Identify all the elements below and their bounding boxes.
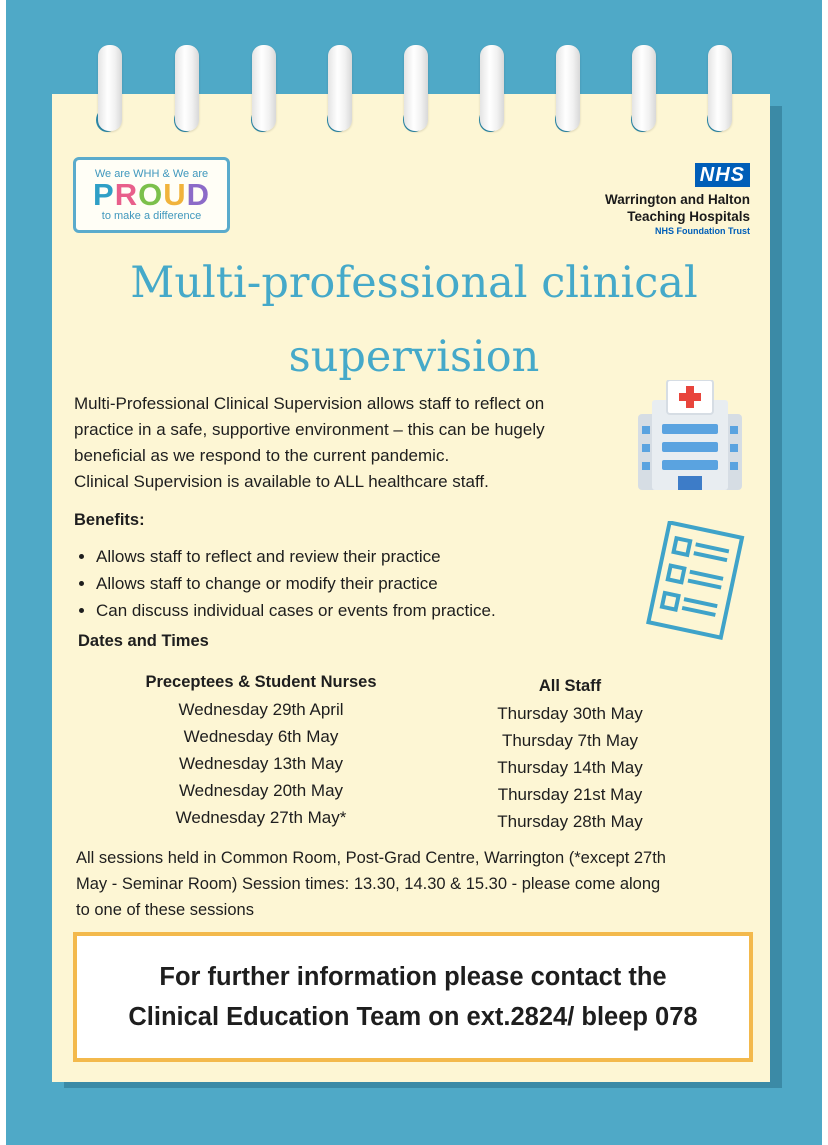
hospital-icon <box>632 380 744 492</box>
intro-line: beneficial as we respond to the current pandemic. <box>74 446 450 465</box>
nhs-trust-logo <box>605 163 750 237</box>
intro-line: practice in a safe, supportive environment – this can be hugely <box>74 420 545 439</box>
sessions-line: May - Seminar Room) Session times: 13.30, 14.30 & 15.30 - please come along <box>76 875 661 893</box>
date-item: Thursday 28th May <box>497 812 643 831</box>
list-item: • Allows staff to change or modify their practice <box>96 570 496 597</box>
list-item: • Can discuss individual cases or events from practice. <box>96 597 496 624</box>
spiral-ring <box>252 45 276 131</box>
date-item: Thursday 14th May <box>497 758 643 777</box>
intro-line: Multi-Professional Clinical Supervision allows staff to reflect on <box>74 394 545 413</box>
spiral-ring <box>328 45 352 131</box>
contact-text <box>128 957 697 1037</box>
contact-box <box>73 932 753 1062</box>
date-item: Wednesday 27th May* <box>175 808 347 827</box>
all-staff-heading: All Staff <box>538 677 602 695</box>
trust-name-line2: Teaching Hospitals <box>627 209 750 224</box>
spiral-ring <box>480 45 504 131</box>
date-item: Wednesday 13th May <box>178 754 344 773</box>
page-title <box>60 246 768 394</box>
spiral-ring <box>556 45 580 131</box>
spiral-ring <box>98 45 122 131</box>
benefits-heading: Benefits: <box>74 511 145 529</box>
date-item: Thursday 30th May <box>497 704 643 723</box>
proud-letter: O <box>138 177 164 212</box>
trust-name-line1: Warrington and Halton <box>605 192 750 207</box>
trust-name <box>605 191 750 225</box>
proud-letter: U <box>163 177 187 212</box>
title-line1: Multi-professional clinical <box>130 258 698 308</box>
proud-logo <box>73 157 230 233</box>
date-item: Thursday 7th May <box>501 731 639 750</box>
proud-logo-bottom: to make a difference <box>101 210 202 222</box>
intro-line: Clinical Supervision is available to ALL healthcare staff. <box>74 472 489 491</box>
all-staff-column <box>470 673 670 835</box>
proud-logo-top: We are WHH & We are <box>94 168 209 180</box>
proud-letter: R <box>114 177 139 212</box>
date-item: Wednesday 6th May <box>183 727 339 746</box>
date-item: Wednesday 29th April <box>178 700 344 719</box>
spiral-ring <box>404 45 428 131</box>
sessions-line: All sessions held in Common Room, Post-Grad Centre, Warrington (*except 27th <box>76 849 666 867</box>
spiral-ring <box>175 45 199 131</box>
title-line2: supervision <box>288 332 540 382</box>
preceptees-column <box>116 669 406 831</box>
trust-subtitle: NHS Foundation Trust <box>655 226 750 236</box>
preceptees-heading: Preceptees & Student Nurses <box>145 673 377 691</box>
list-item: • Allows staff to reflect and review their practice <box>96 543 496 570</box>
contact-line2: Clinical Education Team on ext.2824/ bleep 078 <box>128 1003 698 1031</box>
benefits-list <box>74 543 496 624</box>
date-item: Wednesday 20th May <box>178 781 344 800</box>
dates-heading: Dates and Times <box>78 632 209 650</box>
proud-letter: D <box>186 177 210 212</box>
proud-letter: P <box>93 177 115 212</box>
intro-text <box>74 391 619 495</box>
document-list-icon <box>640 521 750 641</box>
spiral-ring <box>632 45 656 131</box>
nhs-badge: NHS <box>695 163 750 187</box>
date-item: Thursday 21st May <box>497 785 643 804</box>
contact-line1: For further information please contact the <box>159 963 667 991</box>
sessions-note <box>76 845 776 923</box>
sessions-line: to one of these sessions <box>76 901 254 919</box>
spiral-ring <box>708 45 732 131</box>
proud-logo-word <box>76 177 227 212</box>
